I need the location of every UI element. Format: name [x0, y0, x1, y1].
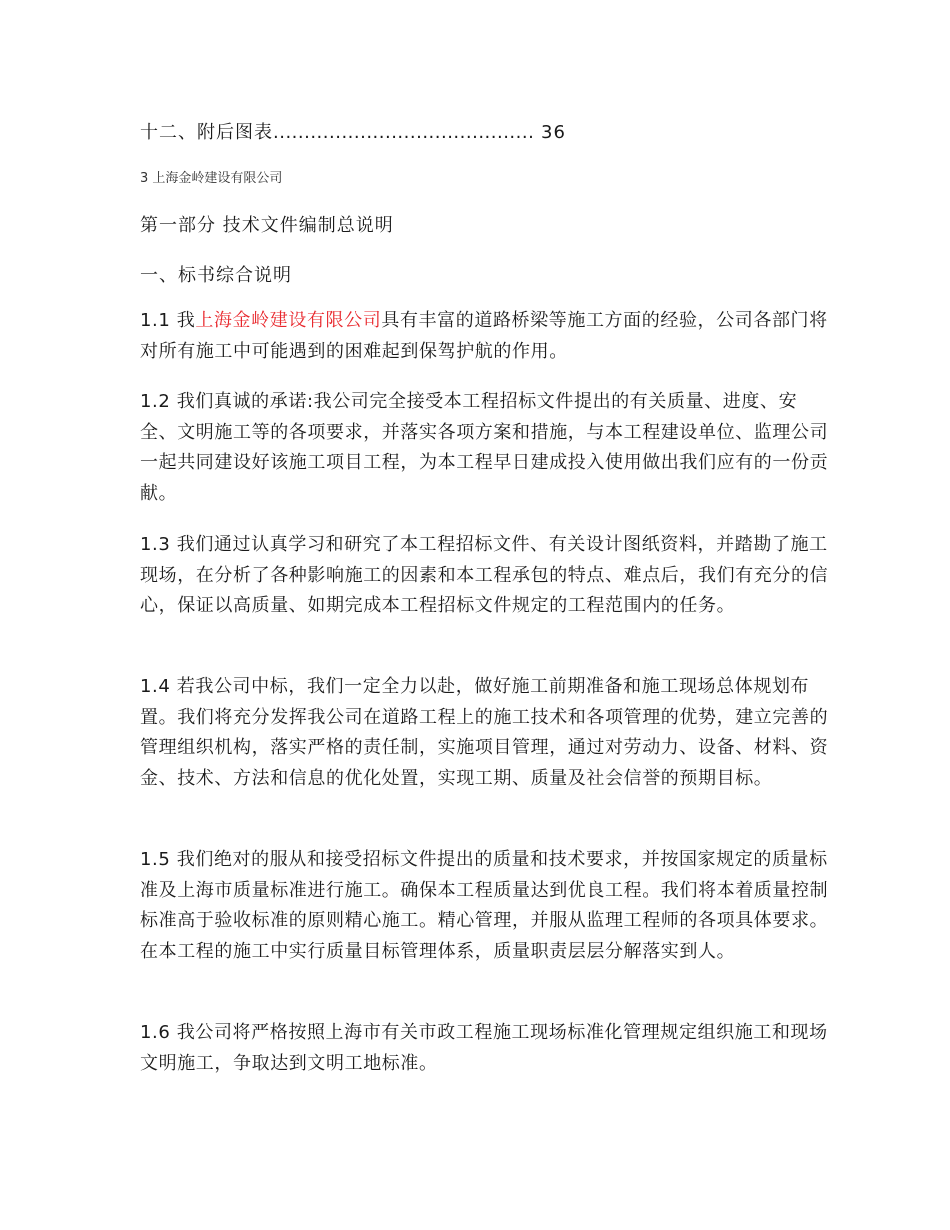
paragraph-1-2: 1.2 我们真诚的承诺:我公司完全接受本工程招标文件提出的有关质量、进度、安全、文明施工等的各项要求，并落实各项方案和措施，与本工程建设单位、监理公司一起共同建设好该施工项目工程，为本工程早日建成投入使用做出我们应有的一份贡献。	[140, 391, 829, 504]
paragraph-1-1-rest: 具有丰富的道路桥梁等施工方面的经验，公司各部门将对所有施工中可能遇到的困难起到保驾护航的作用。	[140, 310, 828, 362]
part-title: 第一部分 技术文件编制总说明	[140, 215, 394, 236]
paragraph-1-5: 1.5 我们绝对的服从和接受招标文件提出的质量和技术要求，并按国家规定的质量标准及上海市质量标准进行施工。确保本工程质量达到优良工程。我们将本着质量控制标准高于验收标准的原则精心施工。精心管理，并服从监理工程师的各项具体要求。在本工程的施工中实行质量目标管理体系，质量职责层层分解落实到人。	[140, 849, 829, 962]
company-name-highlight: 上海金岭建设有限公司	[195, 310, 382, 331]
toc-leader-dots: ..........................................	[273, 122, 535, 143]
paragraph-1-4: 1.4 若我公司中标，我们一定全力以赴，做好施工前期准备和施工现场总体规划布置。我们将充分发挥我公司在道路工程上的施工技术和各项管理的优势，建立完善的管理组织机构，落实严格的责任制，实施项目管理，通过对劳动力、设备、材料、资金、技术、方法和信息的优化处置，实现工期、质量及社会信誉的预期目标。	[140, 676, 829, 789]
paragraph-1-6: 1.6 我公司将严格按照上海市有关市政工程施工现场标准化管理规定组织施工和现场文明施工，争取达到文明工地标准。	[140, 1022, 828, 1074]
toc-entry-label: 十二、附后图表	[140, 122, 273, 143]
toc-page-number: 36	[541, 122, 566, 143]
paragraph-1-3: 1.3 我们通过认真学习和研究了本工程招标文件、有关设计图纸资料，并踏勘了施工现场，在分析了各种影响施工的因素和本工程承包的特点、难点后，我们有充分的信心，保证以高质量、如期完成本工程招标文件规定的工程范围内的任务。	[140, 534, 829, 616]
paragraph-1-1	[140, 306, 830, 367]
section-title: 一、标书综合说明	[140, 265, 292, 286]
company-header-note: 3 上海金岭建设有限公司	[140, 171, 283, 186]
paragraph-1-1-prefix: 1.1 我	[140, 310, 196, 331]
toc-entry[interactable]	[140, 118, 566, 144]
